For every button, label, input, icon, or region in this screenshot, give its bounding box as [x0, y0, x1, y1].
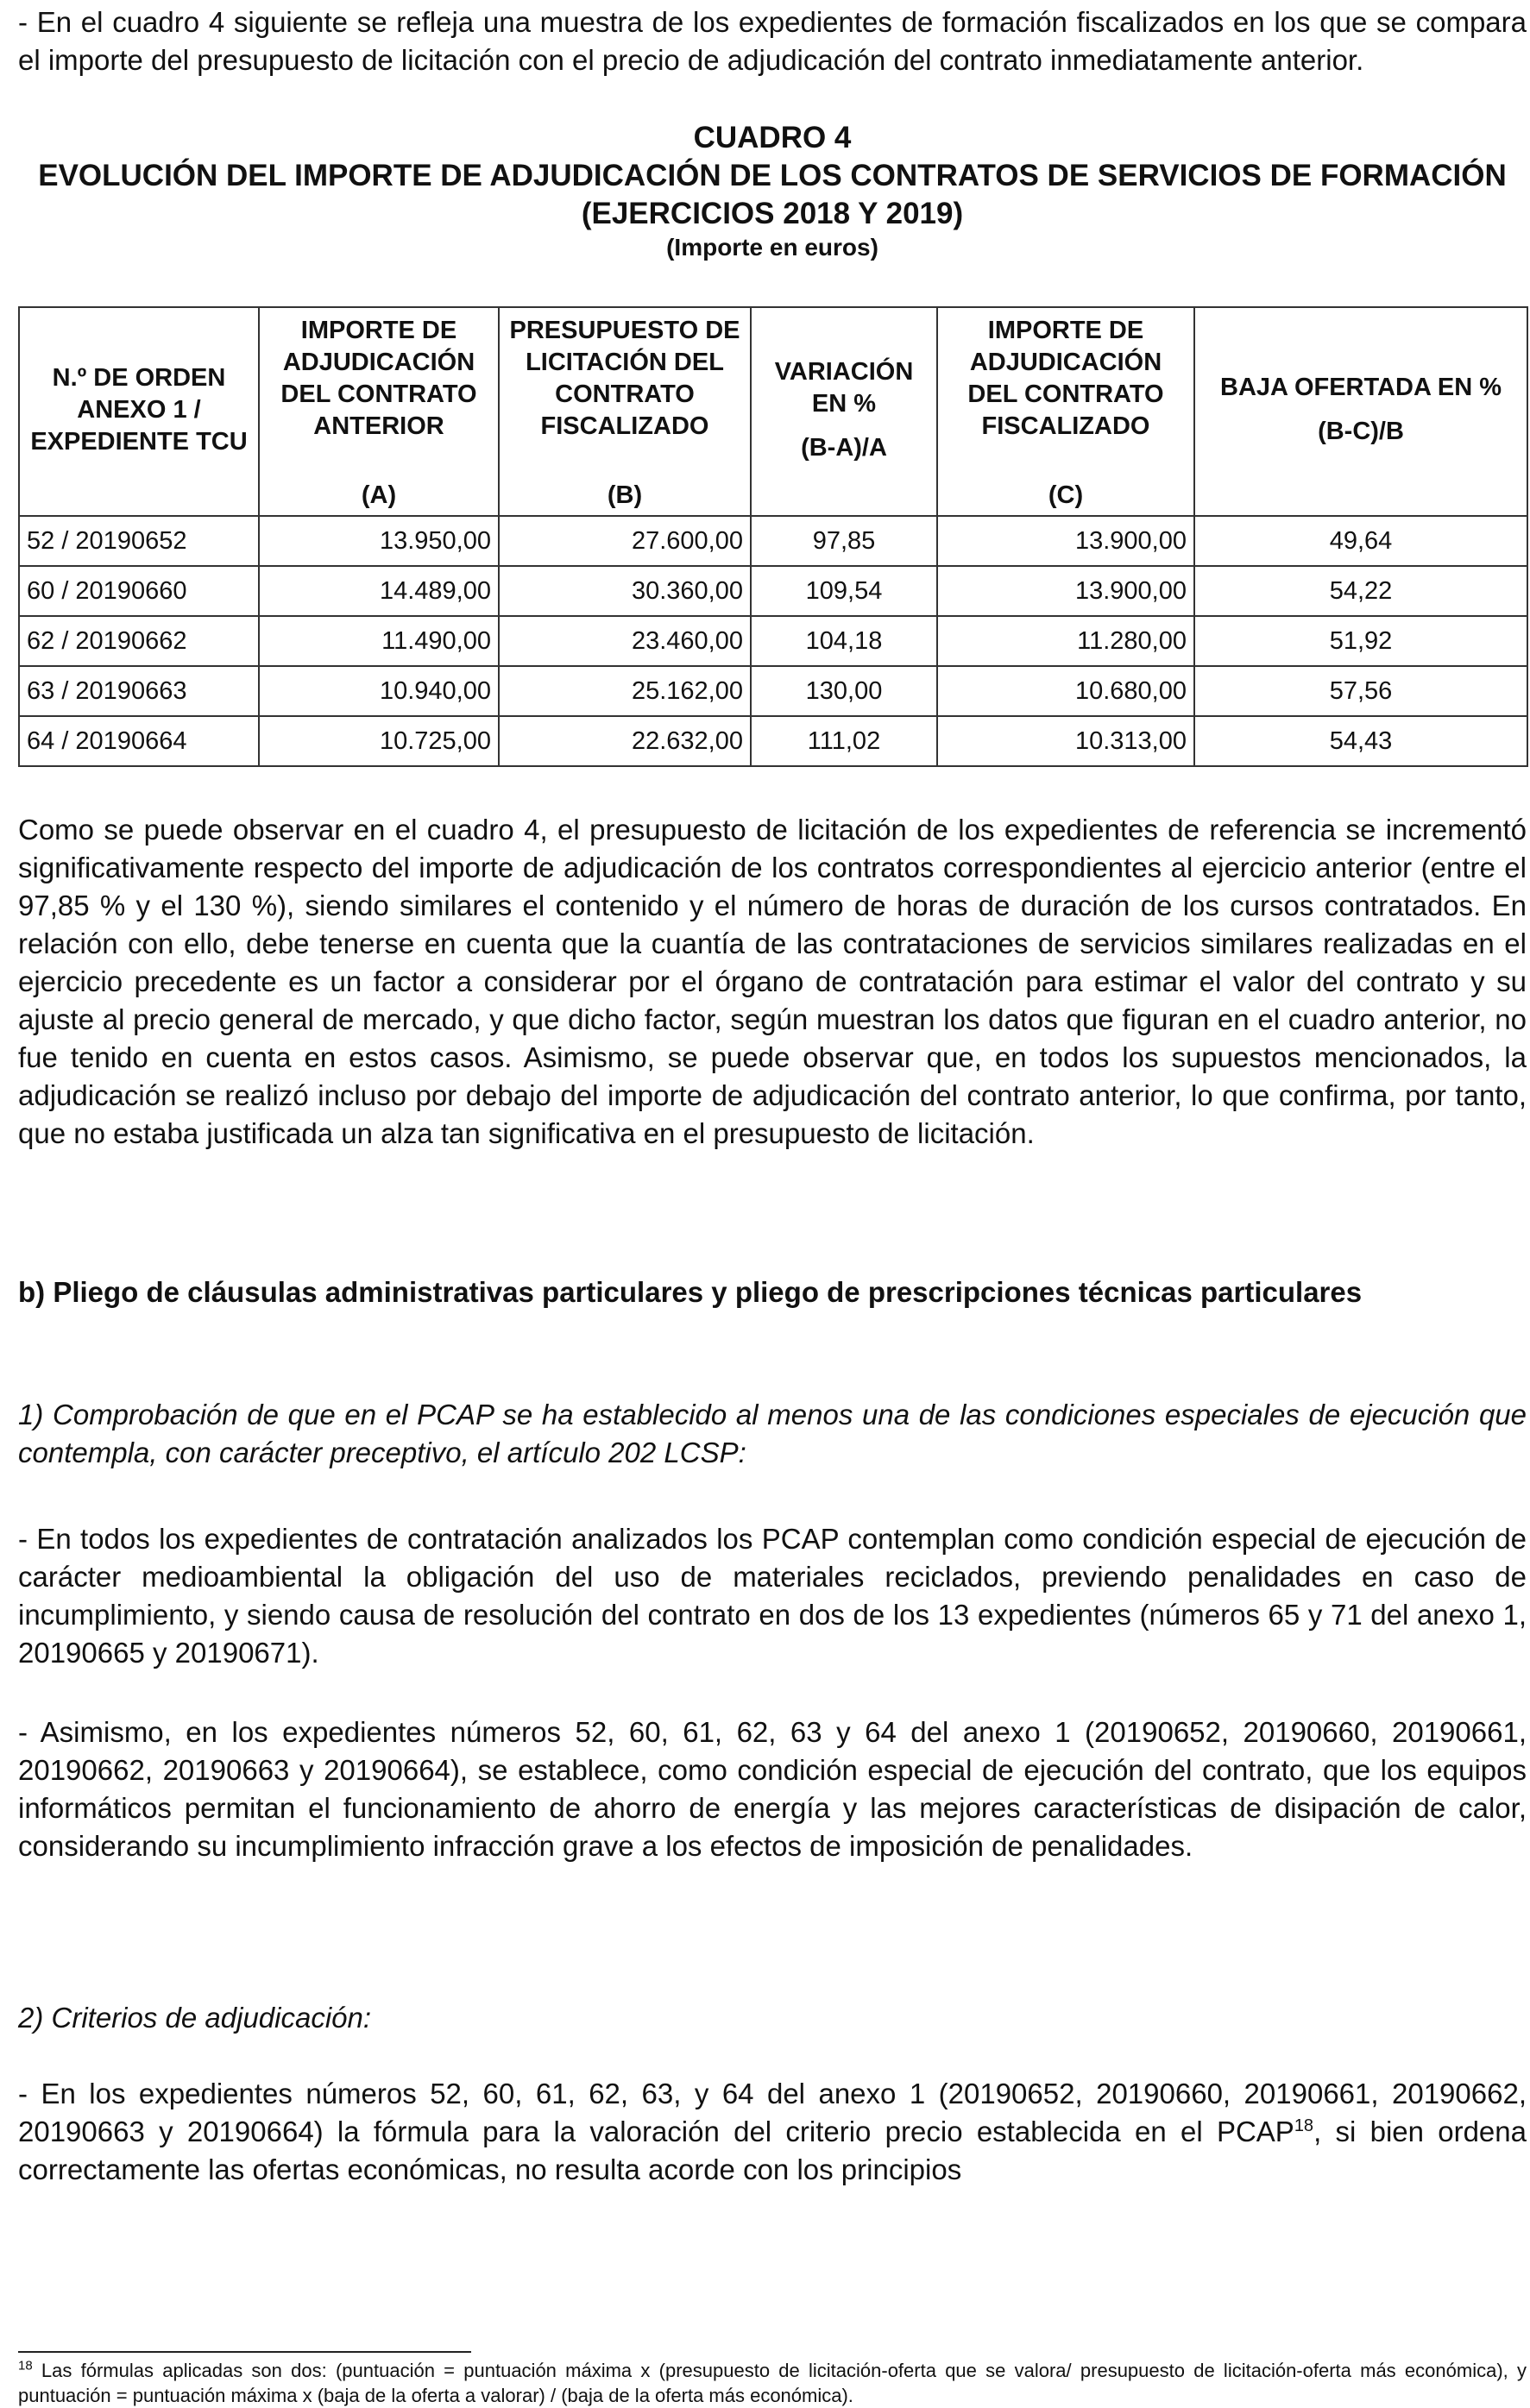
paragraph-text-continued: , si bien ordena correctamente las ofertas económicas, no resulta acorde con los principios: [18, 2116, 1527, 2185]
footnote-number: 18: [18, 2358, 33, 2373]
table-cell: 62 / 20190662: [19, 616, 259, 666]
energy-saving-paragraph: - Asimismo, en los expedientes números 52, 60, 61, 62, 63 y 64 del anexo 1 (20190652, 20190660, 20190661, 20190662, 20190663 y 20190664), se establece, como condición especial de ejecución del contrato, que los equipos informáticos permitan el funcionamiento de ahorro de energía y las mejores características de disipación de calor, considerando su incumplimiento infracción grave a los efectos de imposición de penalidades.: [18, 1716, 1527, 1862]
column-header: IMPORTE DE ADJUDICACIÓN DEL CONTRATO ANTERIOR (A): [259, 307, 499, 516]
table-cell: 23.460,00: [499, 616, 751, 666]
table-cell: 14.489,00: [259, 566, 499, 616]
table-cell: 27.600,00: [499, 516, 751, 566]
table-cell: 64 / 20190664: [19, 716, 259, 766]
execution-conditions-paragraph: - En todos los expedientes de contratación analizados los PCAP contemplan como condición especial de ejecución de carácter medioambiental la obligación del uso de materiales reciclados, previendo penalidades en caso de incumplimiento, y siendo causa de resolución del contrato en dos de los 13 expedientes (números 65 y 71 del anexo 1, 20190665 y 20190671).: [18, 1523, 1527, 1669]
intro-paragraph: - En el cuadro 4 siguiente se refleja una muestra de los expedientes de formación fiscalizados en los que se compara el importe del presupuesto de licitación con el precio de adjudicación del contrato inmediatamente anterior.: [18, 6, 1527, 76]
footnote-separator: [18, 2351, 471, 2353]
table-cell: 10.940,00: [259, 666, 499, 716]
footnote-text: Las fórmulas aplicadas son dos: (puntuación = puntuación máxima x (presupuesto de licitación-oferta que se valora/ presupuesto de licitación-oferta más económica), y puntuación = puntuación máxima x (baja de la oferta a valorar) / (baja de la oferta más económica).: [18, 2360, 1527, 2406]
table-cell: 52 / 20190652: [19, 516, 259, 566]
table-row: [19, 616, 1527, 666]
table-cell: 97,85: [751, 516, 937, 566]
subsection-heading-1: 1) Comprobación de que en el PCAP se ha establecido al menos una de las condiciones especiales de ejecución que contempla, con carácter preceptivo, el artículo 202 LCSP:: [18, 1399, 1527, 1468]
table-cell: 11.280,00: [937, 616, 1194, 666]
table-cell: 109,54: [751, 566, 937, 616]
column-header: N.º DE ORDEN ANEXO 1 / EXPEDIENTE TCU: [19, 307, 259, 516]
section-heading-b: b) Pliego de cláusulas administrativas particulares y pliego de prescripciones técnicas particulares: [18, 1276, 1363, 1308]
table-cell: 11.490,00: [259, 616, 499, 666]
table-period: (EJERCICIOS 2018 Y 2019): [581, 197, 964, 230]
table-cell: 60 / 20190660: [19, 566, 259, 616]
table-header-row: [19, 307, 1527, 516]
table-cell: 30.360,00: [499, 566, 751, 616]
table-cell: 13.950,00: [259, 516, 499, 566]
table-cell: 10.313,00: [937, 716, 1194, 766]
table-cell: 22.632,00: [499, 716, 751, 766]
table-cell: 10.725,00: [259, 716, 499, 766]
table-cell: 13.900,00: [937, 566, 1194, 616]
analysis-paragraph: Como se puede observar en el cuadro 4, el presupuesto de licitación de los expedientes de referencia se incrementó significativamente respecto del importe de adjudicación de los contratos correspondientes al ejercicio anterior (entre el 97,85 % y el 130 %), siendo similares el contenido y el número de horas de duración de los cursos contratados. En relación con ello, debe tenerse en cuenta que la cuantía de las contrataciones de servicios similares realizadas en el ejercicio precedente es un factor a considerar por el órgano de contratación para estimar el valor del contrato y su ajuste al precio general de mercado, y que dicho factor, según muestran los datos que figuran en el cuadro anterior, no fue tenido en cuenta en estos casos. Asimismo, se puede observar que, en todos los supuestos mencionados, la adjudicación se realizó incluso por debajo del importe de adjudicación del contrato anterior, lo que confirma, por tanto, que no estaba justificada un alza tan significativa en el presupuesto de licitación.: [18, 814, 1527, 1149]
column-header: VARIACIÓN EN % (B-A)/A: [751, 307, 937, 516]
table-title: EVOLUCIÓN DEL IMPORTE DE ADJUDICACIÓN DE LOS CONTRATOS DE SERVICIOS DE FORMACIÓN: [38, 159, 1507, 192]
subsection-heading-2: 2) Criterios de adjudicación:: [18, 2002, 372, 2034]
table-number: CUADRO 4: [693, 121, 852, 154]
cuadro-4-table: [18, 306, 1528, 767]
table-row: [19, 666, 1527, 716]
table-cell: 63 / 20190663: [19, 666, 259, 716]
table-cell: 25.162,00: [499, 666, 751, 716]
table-cell: 54,22: [1194, 566, 1527, 616]
table-cell: 130,00: [751, 666, 937, 716]
column-header: IMPORTE DE ADJUDICACIÓN DEL CONTRATO FISCALIZADO (C): [937, 307, 1194, 516]
table-cell: 111,02: [751, 716, 937, 766]
table-row: [19, 516, 1527, 566]
table-row: [19, 716, 1527, 766]
footnote-reference: 18: [1294, 2116, 1314, 2135]
paragraph-text: - En los expedientes números 52, 60, 61, 62, 63, y 64 del anexo 1 (20190652, 20190660, 20190661, 20190662, 20190663 y 20190664) la fórmula para la valoración del criterio precio establecida en el PCAP: [18, 2078, 1527, 2147]
table-cell: 13.900,00: [937, 516, 1194, 566]
table-row: [19, 566, 1527, 616]
column-header: PRESUPUESTO DE LICITACIÓN DEL CONTRATO FISCALIZADO (B): [499, 307, 751, 516]
table-cell: 49,64: [1194, 516, 1527, 566]
table-cell: 57,56: [1194, 666, 1527, 716]
column-header: BAJA OFERTADA EN % (B-C)/B: [1194, 307, 1527, 516]
award-criteria-paragraph: [18, 2075, 1527, 2189]
table-title-block: [18, 119, 1527, 262]
table-cell: 10.680,00: [937, 666, 1194, 716]
table-cell: 54,43: [1194, 716, 1527, 766]
table-cell: 51,92: [1194, 616, 1527, 666]
footnote: [18, 2358, 1527, 2408]
table-units: (Importe en euros): [666, 234, 878, 261]
table-cell: 104,18: [751, 616, 937, 666]
